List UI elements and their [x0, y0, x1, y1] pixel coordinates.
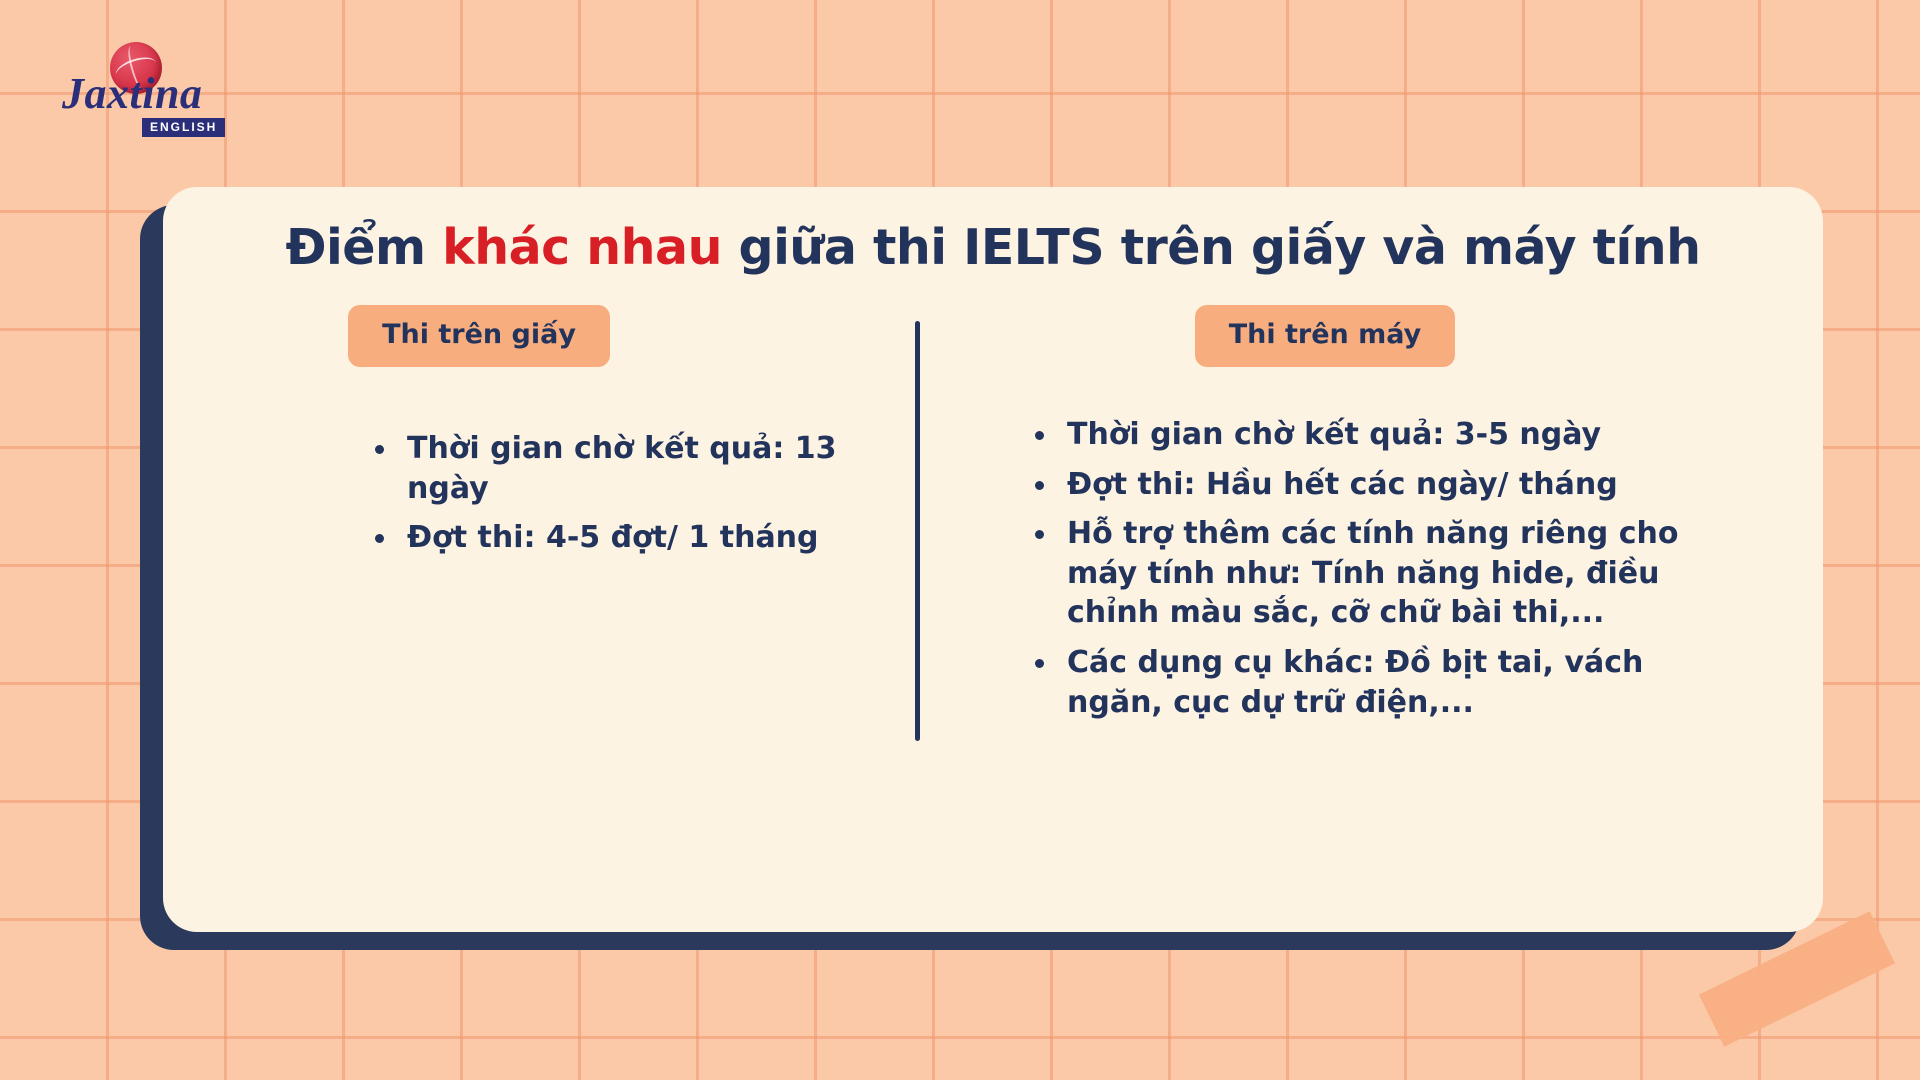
title-part-2: giữa thi IELTS trên giấy và máy tính [722, 219, 1701, 276]
list-item: Thời gian chờ kết quả: 13 ngày [373, 429, 843, 508]
paper-list [373, 429, 843, 558]
column-paper [203, 305, 903, 568]
computer-list [1033, 415, 1683, 722]
title-part-1: Điểm [285, 219, 443, 276]
list-item: Đợt thi: 4-5 đợt/ 1 tháng [373, 518, 843, 558]
brand-logo [62, 40, 242, 150]
column-computer [953, 305, 1733, 732]
brand-subtitle: ENGLISH [142, 118, 225, 137]
brand-name: Jaxtina [62, 69, 203, 118]
badge-paper: Thi trên giấy [348, 305, 610, 367]
comparison-columns [163, 305, 1823, 905]
title-highlight: khác nhau [442, 219, 722, 276]
content-card [163, 187, 1823, 932]
list-item: Đợt thi: Hầu hết các ngày/ tháng [1033, 465, 1683, 505]
list-item: Thời gian chờ kết quả: 3-5 ngày [1033, 415, 1683, 455]
badge-computer: Thi trên máy [1195, 305, 1456, 367]
column-paper-header [203, 305, 903, 367]
list-item: Các dụng cụ khác: Đồ bịt tai, vách ngăn, cục dự trữ điện,... [1033, 643, 1683, 722]
column-divider [915, 321, 920, 741]
list-item: Hỗ trợ thêm các tính năng riêng cho máy tính như: Tính năng hide, điều chỉnh màu sắc, cỡ chữ bài thi,... [1033, 514, 1683, 633]
column-computer-header [953, 305, 1733, 367]
page-title [163, 219, 1823, 276]
